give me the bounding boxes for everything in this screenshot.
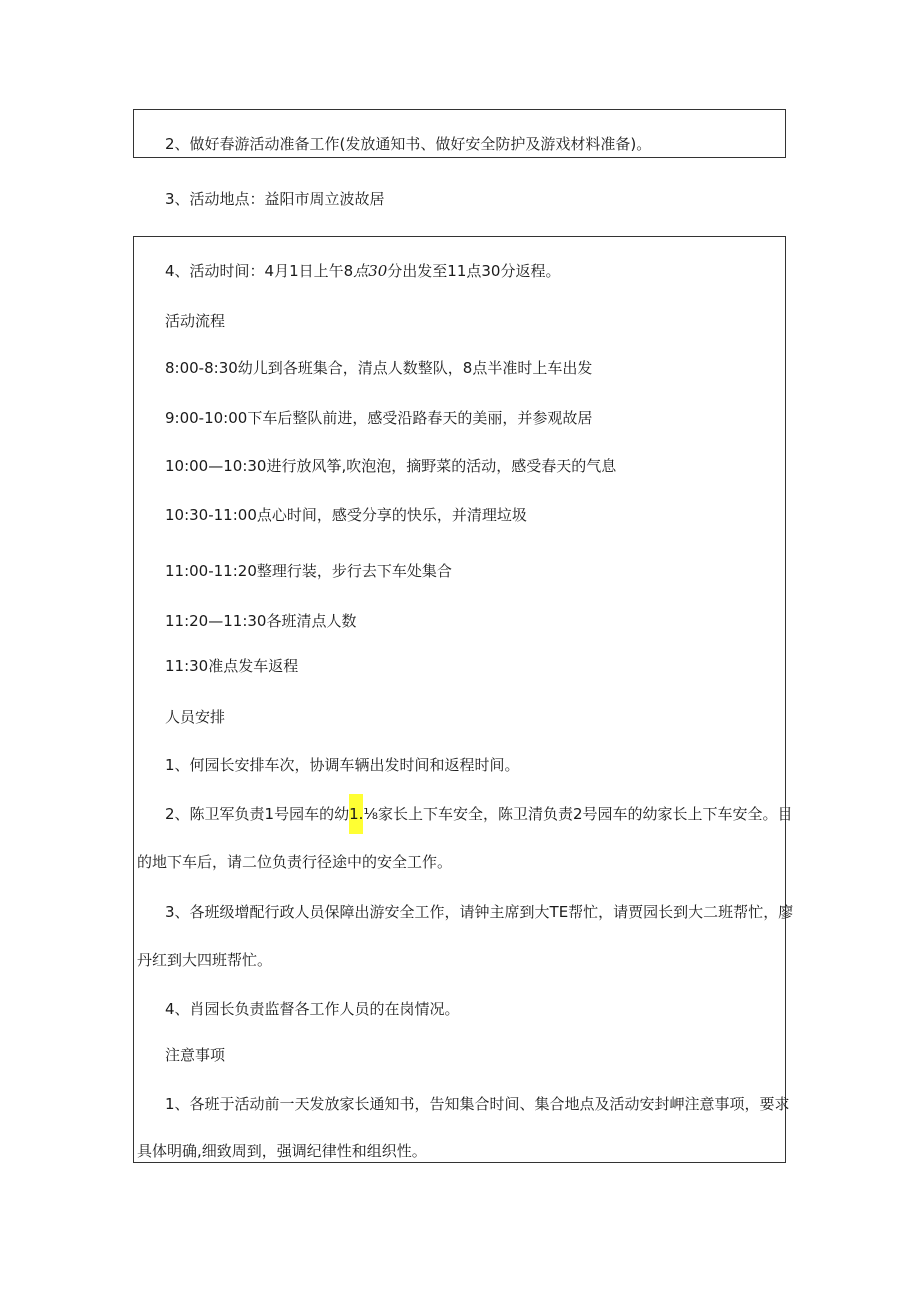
staff-item-2-part-1: 2、陈卫军负责1号园车的幼 bbox=[165, 805, 350, 823]
flow-item: 11:20—11:30各班清点人数 bbox=[165, 612, 357, 630]
highlight-mark: 1. bbox=[349, 794, 363, 834]
time-line bbox=[165, 261, 560, 281]
flow-item: 10:30-11:00点心时间，感受分享的快乐，并清理垃圾 bbox=[165, 506, 527, 524]
flow-item: 8:00-8:30幼儿到各班集合，清点人数整队，8点半准时上车出发 bbox=[165, 359, 593, 377]
staff-item-4: 4、肖园长负责监督各工作人员的在岗情况。 bbox=[165, 1000, 460, 1018]
flow-item: 9:00-10:00下车后整队前进，感受沿路春天的美丽，并参观故居 bbox=[165, 409, 593, 427]
time-part-2: 点30 bbox=[353, 262, 388, 280]
flow-item: 11:30准点发车返程 bbox=[165, 657, 299, 675]
staff-item-1: 1、何园长安排车次，协调车辆出发时间和返程时间。 bbox=[165, 756, 520, 774]
flow-item: 10:00—10:30进行放风筝,吹泡泡，摘野菜的活动，感受春天的气息 bbox=[165, 457, 617, 475]
flow-item: 11:00-11:20整理行装，步行去下车处集合 bbox=[165, 562, 452, 580]
notes-item-1: 1、各班于活动前一天发放家长通知书，告知集合时间、集合地点及活动安封岬注意事项，要求 bbox=[165, 1095, 790, 1113]
staff-item-2-cont: 的地下车后，请二位负责行径途中的安全工作。 bbox=[137, 853, 453, 871]
staff-item-2 bbox=[165, 804, 793, 824]
staff-item-3: 3、各班级增配行政人员保障出游安全工作，请钟主席到大TE帮忙，请贾园长到大二班帮忙，廖 bbox=[165, 903, 794, 921]
staff-item-3-cont: 丹红到大四班帮忙。 bbox=[137, 951, 273, 969]
staff-item-2-part-2: ⅛家长上下车安全，陈卫清负责2号园车的幼家长上下车安全。目 bbox=[363, 805, 793, 823]
staff-heading: 人员安排 bbox=[165, 708, 226, 726]
flow-heading: 活动流程 bbox=[165, 312, 226, 330]
prep-work-line: 2、做好春游活动准备工作(发放通知书、做好安全防护及游戏材料准备)。 bbox=[165, 135, 652, 153]
notes-item-1-cont: 具体明确,细致周到，强调纪律性和组织性。 bbox=[137, 1142, 427, 1160]
location-line: 3、活动地点：益阳市周立波故居 bbox=[165, 190, 385, 208]
time-part-3: 分出发至11点30分返程。 bbox=[387, 262, 561, 280]
notes-heading: 注意事项 bbox=[165, 1046, 226, 1064]
time-part-1: 4、活动时间：4月1日上午8 bbox=[165, 262, 354, 280]
